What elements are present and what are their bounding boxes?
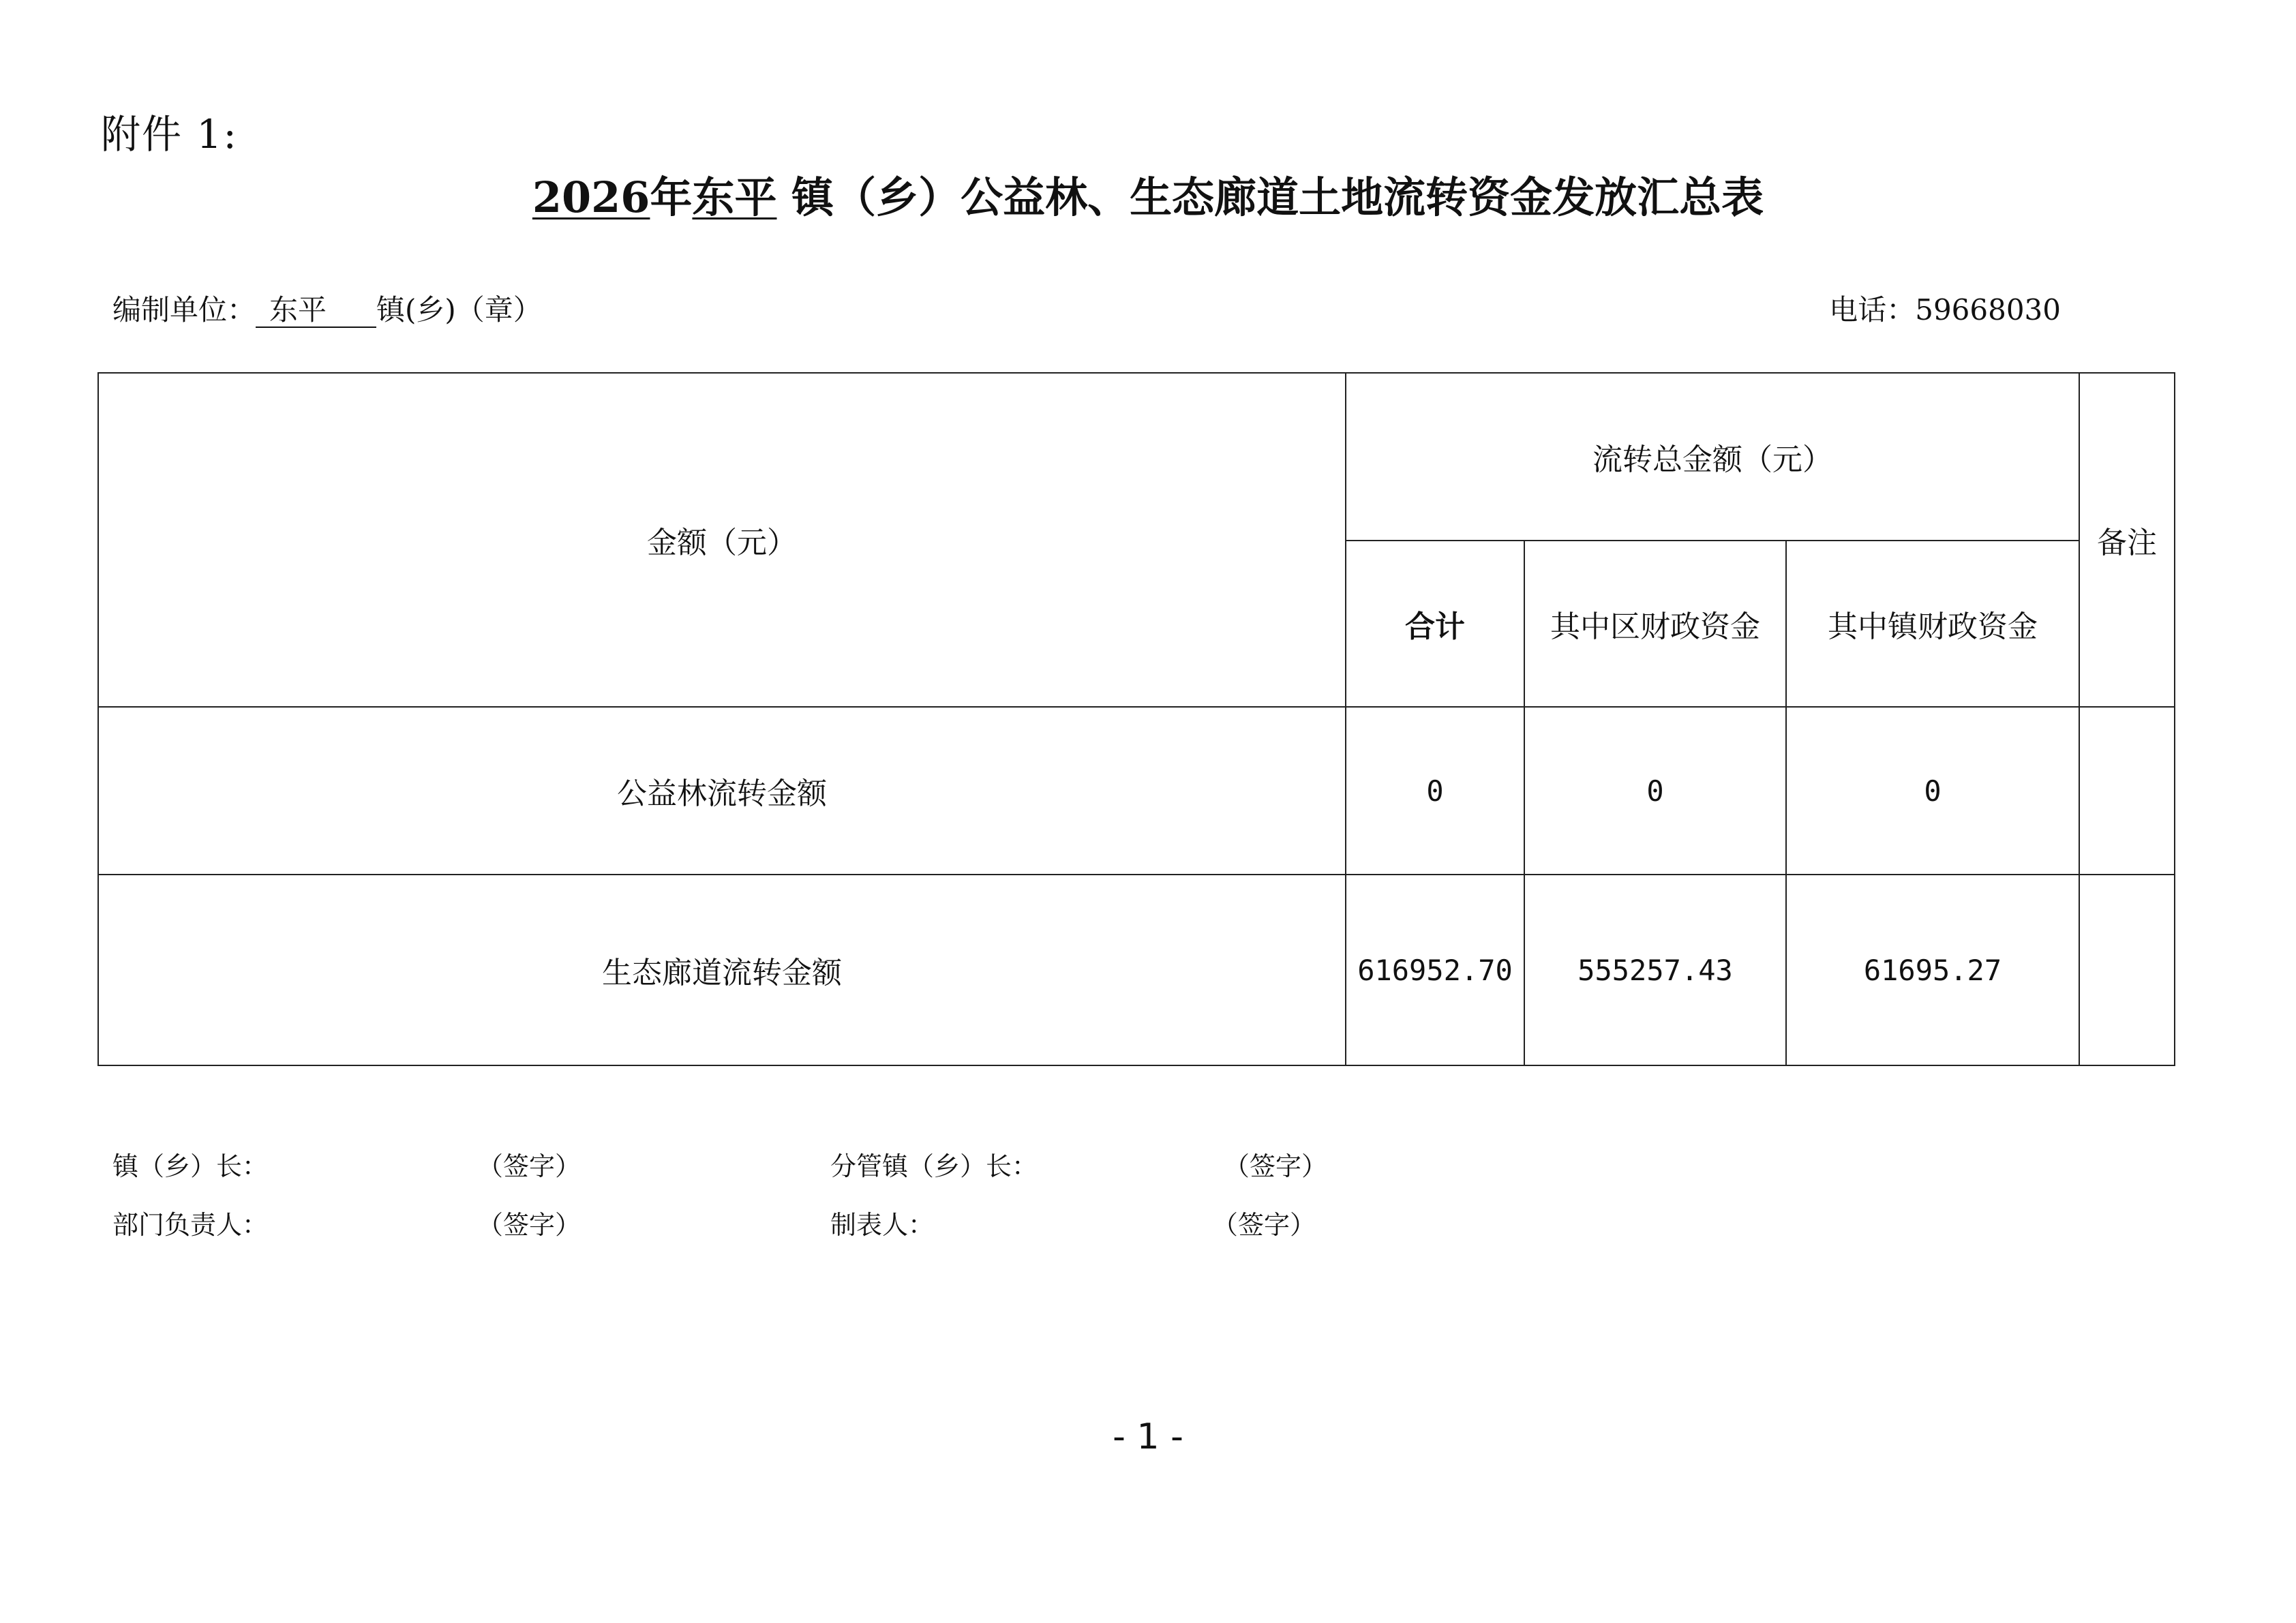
row-label: 生态廊道流转金额 — [98, 875, 1346, 1065]
row-total: 616952.70 — [1346, 875, 1524, 1065]
page-number: - 1 - — [1113, 1416, 1183, 1457]
title-town: 东平 — [692, 172, 777, 222]
title-year-suffix: 年 — [650, 172, 693, 222]
row-remark — [2079, 875, 2175, 1065]
row-remark — [2079, 707, 2175, 875]
row-district: 555257.43 — [1524, 875, 1786, 1065]
dept-head-label: 部门负责人： — [112, 1210, 269, 1240]
attachment-label: 附件 1: — [101, 111, 238, 157]
row-town: 0 — [1786, 707, 2079, 875]
dept-head-signature: （签字） — [477, 1210, 581, 1240]
compiling-unit — [112, 288, 542, 329]
total-amount-header: 流转总金额（元） — [1346, 373, 2079, 541]
town-fund-header: 其中镇财政资金 — [1786, 541, 2079, 707]
preparer-signature: （签字） — [1212, 1210, 1316, 1240]
mayor-label: 镇（乡）长： — [112, 1151, 269, 1181]
preparer-label: 制表人： — [830, 1210, 935, 1240]
row-district: 0 — [1524, 707, 1786, 875]
row-label: 公益林流转金额 — [98, 707, 1346, 875]
header-row-1 — [98, 373, 2175, 541]
subtotal-header: 合计 — [1346, 541, 1524, 707]
table-row — [98, 875, 2175, 1065]
amount-header: 金额（元） — [98, 373, 1346, 707]
unit-label: 编制单位： — [112, 293, 256, 327]
title-rest: 镇（乡）公益林、生态廊道土地流转资金发放汇总表 — [791, 172, 1764, 222]
deputy-mayor-label: 分管镇（乡）长： — [830, 1151, 1038, 1181]
phone-number: 电话：59668030 — [1829, 293, 2061, 327]
row-total: 0 — [1346, 707, 1524, 875]
unit-value: 东平 — [256, 294, 376, 328]
document-title — [0, 164, 2296, 224]
title-year: 2026 — [532, 172, 650, 222]
mayor-signature: （签字） — [477, 1151, 581, 1181]
table-row — [98, 707, 2175, 875]
unit-suffix: 镇(乡)（章） — [376, 293, 542, 327]
row-town: 61695.27 — [1786, 875, 2079, 1065]
summary-table — [97, 372, 2175, 1066]
district-fund-header: 其中区财政资金 — [1524, 541, 1786, 707]
remark-header: 备注 — [2079, 373, 2175, 707]
deputy-mayor-signature: （签字） — [1224, 1151, 1328, 1181]
